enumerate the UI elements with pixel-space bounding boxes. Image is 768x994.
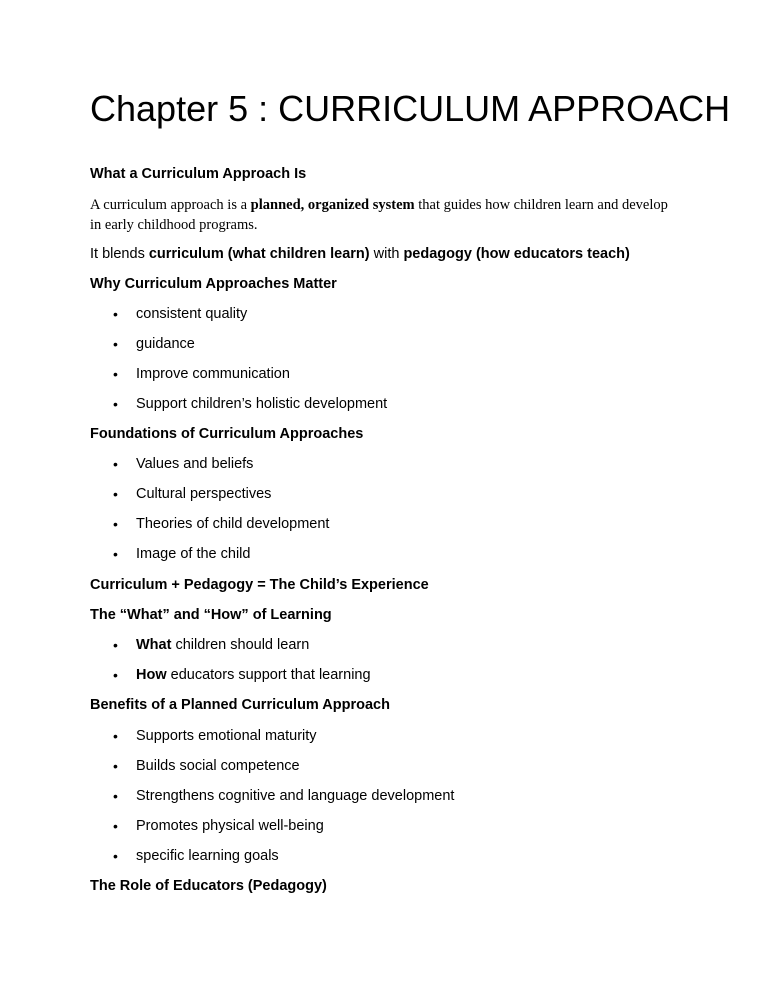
list-item-text [136,636,309,654]
bullet-icon: • [113,637,118,653]
section-heading-what: What a Curriculum Approach Is [90,166,307,182]
bullet-icon: • [113,336,118,352]
list-item-text: specific learning goals [136,848,279,864]
bullet-icon: • [113,306,118,322]
list-item-text: Theories of child development [136,516,330,532]
list-item-text: guidance [136,336,195,352]
list-item-text: Strengthens cognitive and language development [136,788,455,804]
definition-text-pre: A curriculum approach is a [90,197,251,213]
bullet-icon: • [113,848,118,864]
list-item-text: Values and beliefs [136,456,254,472]
bullet-icon: • [113,456,118,472]
list-item-rest: educators support that learning [166,667,371,683]
section-heading-equation: Curriculum + Pedagogy = The Child’s Experience [90,577,429,593]
list-item-text [136,666,371,684]
blend-text-curriculum: curriculum (what children learn) [148,246,370,262]
list-item-text: Image of the child [136,546,251,562]
list-item-rest: children should learn [171,637,310,653]
section-heading-educators: The Role of Educators (Pedagogy) [90,878,327,894]
blend-text-pedagogy: pedagogy (how educators teach) [403,246,630,262]
list-item-bold: How [136,667,167,683]
bullet-icon: • [113,486,118,502]
bullet-icon: • [113,728,118,744]
blend-text-pre: It blends [90,246,149,262]
list-item-text: Promotes physical well-being [136,818,324,834]
definition-paragraph [90,195,670,235]
definition-text-post: that guides how children learn and develop in early childhood programs. [90,197,668,233]
list-item-text: Support children’s holistic development [136,396,388,412]
bullet-icon: • [113,516,118,532]
list-item-text: Supports emotional maturity [136,728,317,744]
list-item-text: Cultural perspectives [136,486,272,502]
bullet-icon: • [113,788,118,804]
bullet-icon: • [113,758,118,774]
blend-text-mid: with [369,246,404,262]
bullet-icon: • [113,667,118,683]
bullet-icon: • [113,818,118,834]
list-item-text: Improve communication [136,366,290,382]
blend-paragraph [90,245,630,263]
section-heading-why: Why Curriculum Approaches Matter [90,276,337,292]
bullet-icon: • [113,546,118,562]
section-heading-what-how: The “What” and “How” of Learning [90,607,332,623]
bullet-icon: • [113,366,118,382]
list-item-bold: What [136,637,172,653]
definition-text-bold: planned, organized system [250,197,415,213]
section-heading-benefits: Benefits of a Planned Curriculum Approach [90,697,390,713]
section-heading-foundations: Foundations of Curriculum Approaches [90,426,364,442]
list-item-text: Builds social competence [136,758,300,774]
page-title: Chapter 5 : CURRICULUM APPROACH [90,88,731,129]
list-item-text: consistent quality [136,306,248,322]
bullet-icon: • [113,396,118,412]
